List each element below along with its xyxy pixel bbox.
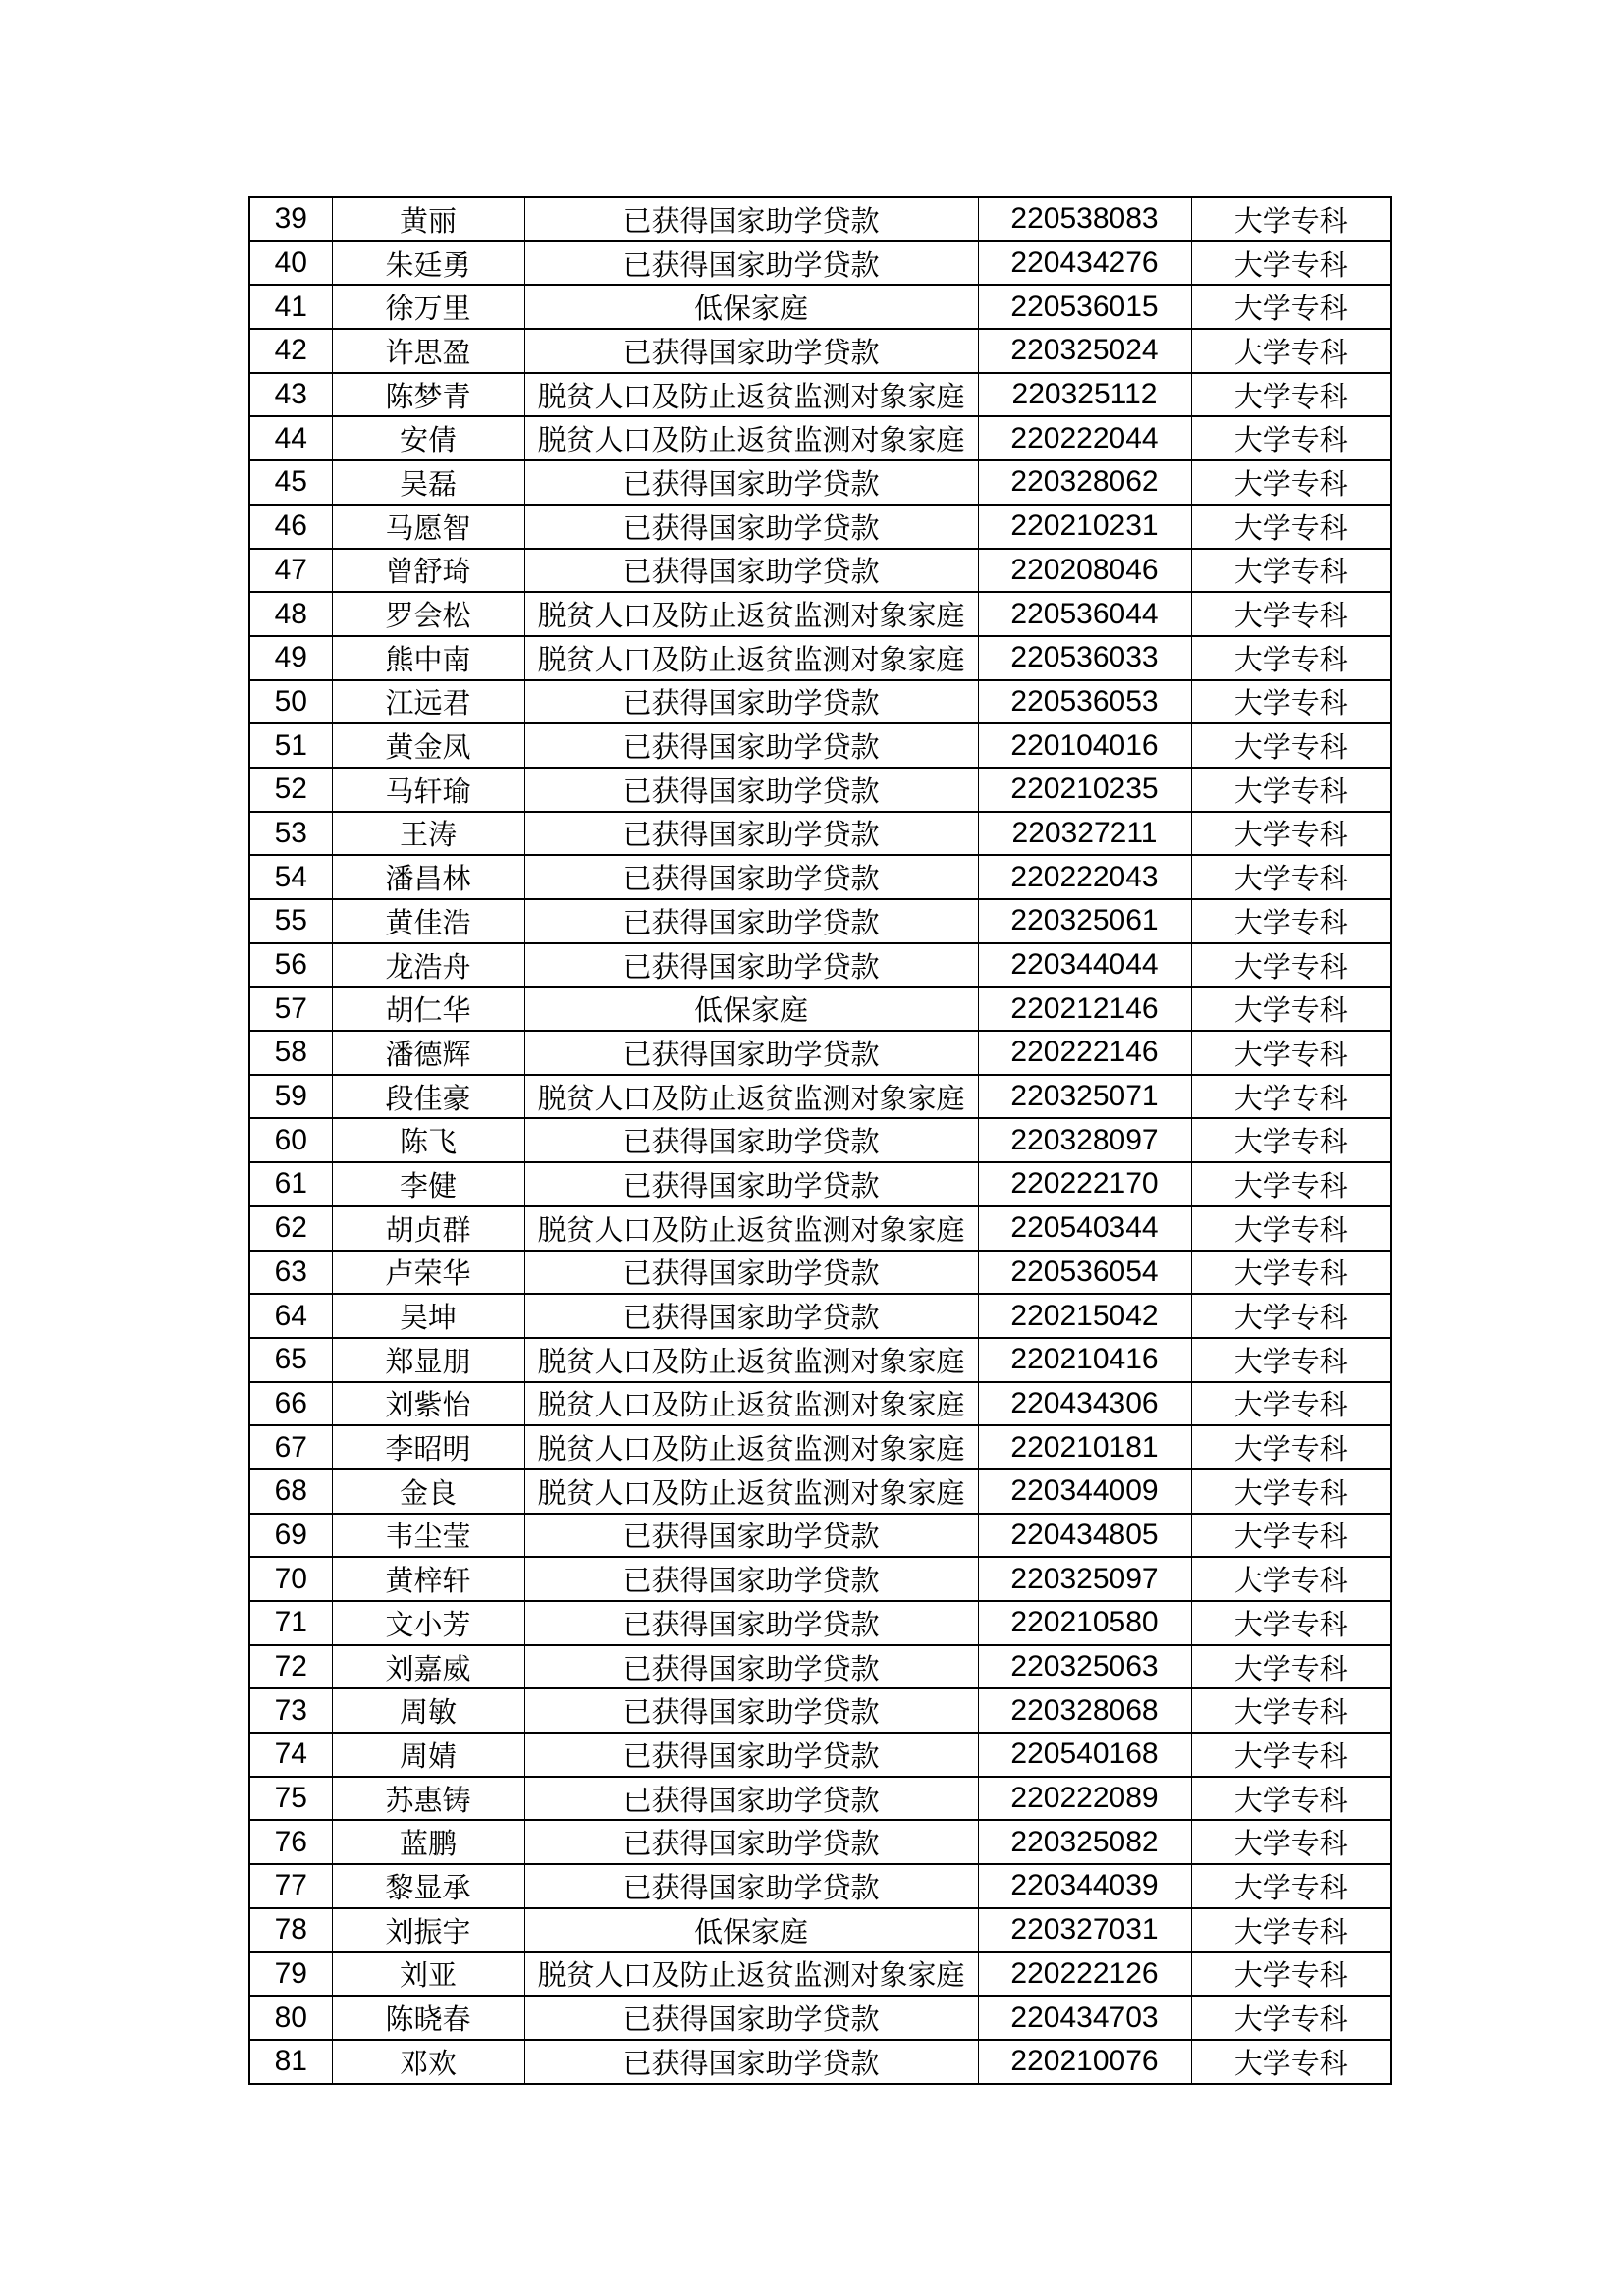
table-row (249, 1469, 1391, 1514)
table-row (249, 899, 1391, 943)
student-id: 220222146 (978, 1031, 1191, 1075)
row-number: 49 (249, 636, 332, 680)
funding-category: 低保家庭 (524, 285, 978, 329)
education-level: 大学专科 (1191, 1162, 1391, 1206)
education-level: 大学专科 (1191, 505, 1391, 549)
row-number: 62 (249, 1206, 332, 1251)
education-level: 大学专科 (1191, 1864, 1391, 1908)
education-level: 大学专科 (1191, 1425, 1391, 1469)
funding-category: 已获得国家助学贷款 (524, 680, 978, 724)
funding-category: 已获得国家助学贷款 (524, 1031, 978, 1075)
student-id: 220325071 (978, 1075, 1191, 1119)
row-number: 76 (249, 1820, 332, 1864)
row-number: 50 (249, 680, 332, 724)
education-level: 大学专科 (1191, 460, 1391, 505)
education-level: 大学专科 (1191, 1469, 1391, 1514)
education-level: 大学专科 (1191, 1382, 1391, 1426)
education-level: 大学专科 (1191, 812, 1391, 856)
education-level: 大学专科 (1191, 1688, 1391, 1733)
row-number: 67 (249, 1425, 332, 1469)
funding-category: 已获得国家助学贷款 (524, 1688, 978, 1733)
funding-category: 脱贫人口及防止返贫监测对象家庭 (524, 592, 978, 636)
education-level: 大学专科 (1191, 723, 1391, 768)
student-id: 220327031 (978, 1908, 1191, 1952)
row-number: 58 (249, 1031, 332, 1075)
table-body (249, 197, 1391, 2084)
row-number: 71 (249, 1601, 332, 1645)
student-id: 220344009 (978, 1469, 1191, 1514)
table-row (249, 723, 1391, 768)
table-row (249, 1645, 1391, 1689)
student-name: 王涛 (332, 812, 524, 856)
funding-category: 已获得国家助学贷款 (524, 549, 978, 593)
student-name: 苏惠铸 (332, 1777, 524, 1821)
table-row (249, 1820, 1391, 1864)
row-number: 53 (249, 812, 332, 856)
education-level: 大学专科 (1191, 1557, 1391, 1601)
education-level: 大学专科 (1191, 636, 1391, 680)
row-number: 52 (249, 768, 332, 812)
student-name: 陈飞 (332, 1118, 524, 1162)
student-name: 黄梓轩 (332, 1557, 524, 1601)
student-name: 蓝鹏 (332, 1820, 524, 1864)
education-level: 大学专科 (1191, 285, 1391, 329)
table-row (249, 636, 1391, 680)
student-id: 220222043 (978, 855, 1191, 899)
table-row (249, 1162, 1391, 1206)
student-name: 马愿智 (332, 505, 524, 549)
funding-category: 已获得国家助学贷款 (524, 1601, 978, 1645)
student-id: 220344039 (978, 1864, 1191, 1908)
student-id: 220325063 (978, 1645, 1191, 1689)
row-number: 55 (249, 899, 332, 943)
funding-category: 已获得国家助学贷款 (524, 197, 978, 241)
funding-category: 已获得国家助学贷款 (524, 1820, 978, 1864)
table-row (249, 1338, 1391, 1382)
student-id: 220325024 (978, 329, 1191, 373)
education-level: 大学专科 (1191, 329, 1391, 373)
table-row (249, 285, 1391, 329)
student-name: 李健 (332, 1162, 524, 1206)
student-id: 220222126 (978, 1952, 1191, 1997)
funding-category: 已获得国家助学贷款 (524, 812, 978, 856)
funding-category: 已获得国家助学贷款 (524, 505, 978, 549)
education-level: 大学专科 (1191, 1820, 1391, 1864)
table-row (249, 1031, 1391, 1075)
student-id: 220540168 (978, 1733, 1191, 1777)
education-level: 大学专科 (1191, 1601, 1391, 1645)
table-row (249, 416, 1391, 460)
row-number: 44 (249, 416, 332, 460)
student-id: 220328097 (978, 1118, 1191, 1162)
table-row (249, 1251, 1391, 1295)
row-number: 70 (249, 1557, 332, 1601)
funding-category: 已获得国家助学贷款 (524, 723, 978, 768)
education-level: 大学专科 (1191, 1908, 1391, 1952)
student-name: 吴磊 (332, 460, 524, 505)
table-row (249, 549, 1391, 593)
student-name: 陈晓春 (332, 1996, 524, 2040)
student-id: 220536053 (978, 680, 1191, 724)
table-row (249, 1514, 1391, 1558)
row-number: 64 (249, 1294, 332, 1338)
table-row (249, 592, 1391, 636)
student-name: 胡贞群 (332, 1206, 524, 1251)
funding-category: 脱贫人口及防止返贫监测对象家庭 (524, 1075, 978, 1119)
student-name: 朱廷勇 (332, 241, 524, 286)
student-name: 韦尘莹 (332, 1514, 524, 1558)
student-name: 周婧 (332, 1733, 524, 1777)
funding-category: 已获得国家助学贷款 (524, 899, 978, 943)
row-number: 48 (249, 592, 332, 636)
table-row (249, 680, 1391, 724)
table-row (249, 1382, 1391, 1426)
row-number: 45 (249, 460, 332, 505)
student-id: 220325112 (978, 373, 1191, 417)
table-row (249, 1294, 1391, 1338)
student-name: 罗会松 (332, 592, 524, 636)
row-number: 47 (249, 549, 332, 593)
student-id: 220434276 (978, 241, 1191, 286)
student-id: 220210580 (978, 1601, 1191, 1645)
row-number: 81 (249, 2040, 332, 2084)
student-id: 220325082 (978, 1820, 1191, 1864)
student-id: 220540344 (978, 1206, 1191, 1251)
student-id: 220538083 (978, 197, 1191, 241)
student-name: 黎显承 (332, 1864, 524, 1908)
row-number: 41 (249, 285, 332, 329)
student-name: 黄佳浩 (332, 899, 524, 943)
student-aid-table (248, 196, 1392, 2085)
table-row (249, 1777, 1391, 1821)
funding-category: 已获得国家助学贷款 (524, 1777, 978, 1821)
student-id: 220212146 (978, 987, 1191, 1031)
education-level: 大学专科 (1191, 373, 1391, 417)
row-number: 56 (249, 943, 332, 988)
table-row (249, 1075, 1391, 1119)
student-id: 220215042 (978, 1294, 1191, 1338)
education-level: 大学专科 (1191, 592, 1391, 636)
student-id: 220536044 (978, 592, 1191, 636)
education-level: 大学专科 (1191, 1075, 1391, 1119)
student-id: 220344044 (978, 943, 1191, 988)
student-name: 文小芳 (332, 1601, 524, 1645)
education-level: 大学专科 (1191, 1733, 1391, 1777)
student-name: 刘亚 (332, 1952, 524, 1997)
student-id: 220222044 (978, 416, 1191, 460)
education-level: 大学专科 (1191, 1777, 1391, 1821)
table-row (249, 943, 1391, 988)
student-id: 220210416 (978, 1338, 1191, 1382)
row-number: 75 (249, 1777, 332, 1821)
funding-category: 已获得国家助学贷款 (524, 2040, 978, 2084)
table-row (249, 1864, 1391, 1908)
student-name: 黄丽 (332, 197, 524, 241)
funding-category: 脱贫人口及防止返贫监测对象家庭 (524, 1338, 978, 1382)
row-number: 60 (249, 1118, 332, 1162)
funding-category: 脱贫人口及防止返贫监测对象家庭 (524, 1469, 978, 1514)
row-number: 51 (249, 723, 332, 768)
table-row (249, 1908, 1391, 1952)
table-row (249, 855, 1391, 899)
funding-category: 已获得国家助学贷款 (524, 1162, 978, 1206)
table-row (249, 197, 1391, 241)
table-row (249, 460, 1391, 505)
student-name: 刘紫怡 (332, 1382, 524, 1426)
student-id: 220536033 (978, 636, 1191, 680)
funding-category: 已获得国家助学贷款 (524, 460, 978, 505)
row-number: 46 (249, 505, 332, 549)
table-row (249, 1688, 1391, 1733)
education-level: 大学专科 (1191, 197, 1391, 241)
education-level: 大学专科 (1191, 899, 1391, 943)
funding-category: 已获得国家助学贷款 (524, 855, 978, 899)
table-row (249, 1118, 1391, 1162)
funding-category: 脱贫人口及防止返贫监测对象家庭 (524, 1206, 978, 1251)
table-row (249, 1733, 1391, 1777)
student-id: 220210231 (978, 505, 1191, 549)
row-number: 39 (249, 197, 332, 241)
education-level: 大学专科 (1191, 855, 1391, 899)
funding-category: 已获得国家助学贷款 (524, 768, 978, 812)
row-number: 68 (249, 1469, 332, 1514)
student-id: 220210181 (978, 1425, 1191, 1469)
student-id: 220325061 (978, 899, 1191, 943)
student-id: 220328062 (978, 460, 1191, 505)
student-name: 安倩 (332, 416, 524, 460)
table-row (249, 329, 1391, 373)
student-name: 邓欢 (332, 2040, 524, 2084)
student-id: 220210235 (978, 768, 1191, 812)
row-number: 72 (249, 1645, 332, 1689)
student-name: 金良 (332, 1469, 524, 1514)
student-name: 李昭明 (332, 1425, 524, 1469)
funding-category: 脱贫人口及防止返贫监测对象家庭 (524, 373, 978, 417)
funding-category: 已获得国家助学贷款 (524, 329, 978, 373)
table-row (249, 1425, 1391, 1469)
education-level: 大学专科 (1191, 1952, 1391, 1997)
student-id: 220434703 (978, 1996, 1191, 2040)
education-level: 大学专科 (1191, 1294, 1391, 1338)
table-row (249, 373, 1391, 417)
funding-category: 脱贫人口及防止返贫监测对象家庭 (524, 416, 978, 460)
row-number: 74 (249, 1733, 332, 1777)
row-number: 57 (249, 987, 332, 1031)
student-name: 卢荣华 (332, 1251, 524, 1295)
table-row (249, 812, 1391, 856)
row-number: 43 (249, 373, 332, 417)
student-name: 刘嘉威 (332, 1645, 524, 1689)
student-id: 220536015 (978, 285, 1191, 329)
student-name: 段佳豪 (332, 1075, 524, 1119)
education-level: 大学专科 (1191, 768, 1391, 812)
student-id: 220434306 (978, 1382, 1191, 1426)
row-number: 69 (249, 1514, 332, 1558)
funding-category: 已获得国家助学贷款 (524, 241, 978, 286)
student-name: 曾舒琦 (332, 549, 524, 593)
student-name: 陈梦青 (332, 373, 524, 417)
student-id: 220325097 (978, 1557, 1191, 1601)
student-name: 潘德辉 (332, 1031, 524, 1075)
funding-category: 已获得国家助学贷款 (524, 1294, 978, 1338)
education-level: 大学专科 (1191, 1514, 1391, 1558)
row-number: 59 (249, 1075, 332, 1119)
education-level: 大学专科 (1191, 416, 1391, 460)
education-level: 大学专科 (1191, 1118, 1391, 1162)
student-id: 220328068 (978, 1688, 1191, 1733)
row-number: 54 (249, 855, 332, 899)
funding-category: 已获得国家助学贷款 (524, 1645, 978, 1689)
table-row (249, 241, 1391, 286)
row-number: 65 (249, 1338, 332, 1382)
education-level: 大学专科 (1191, 549, 1391, 593)
row-number: 42 (249, 329, 332, 373)
student-name: 徐万里 (332, 285, 524, 329)
education-level: 大学专科 (1191, 241, 1391, 286)
funding-category: 已获得国家助学贷款 (524, 1996, 978, 2040)
student-id: 220222089 (978, 1777, 1191, 1821)
table-row (249, 2040, 1391, 2084)
education-level: 大学专科 (1191, 1031, 1391, 1075)
funding-category: 已获得国家助学贷款 (524, 1514, 978, 1558)
row-number: 73 (249, 1688, 332, 1733)
funding-category: 已获得国家助学贷款 (524, 943, 978, 988)
table-row (249, 505, 1391, 549)
funding-category: 脱贫人口及防止返贫监测对象家庭 (524, 1952, 978, 1997)
student-name: 黄金凤 (332, 723, 524, 768)
student-name: 熊中南 (332, 636, 524, 680)
education-level: 大学专科 (1191, 1251, 1391, 1295)
student-id: 220327211 (978, 812, 1191, 856)
funding-category: 已获得国家助学贷款 (524, 1557, 978, 1601)
table-row (249, 768, 1391, 812)
education-level: 大学专科 (1191, 1645, 1391, 1689)
table-row (249, 1601, 1391, 1645)
row-number: 77 (249, 1864, 332, 1908)
student-name: 吴坤 (332, 1294, 524, 1338)
funding-category: 低保家庭 (524, 987, 978, 1031)
education-level: 大学专科 (1191, 987, 1391, 1031)
row-number: 63 (249, 1251, 332, 1295)
student-id: 220104016 (978, 723, 1191, 768)
table-row (249, 1996, 1391, 2040)
student-name: 许思盈 (332, 329, 524, 373)
funding-category: 低保家庭 (524, 1908, 978, 1952)
student-name: 马轩瑜 (332, 768, 524, 812)
student-name: 刘振宇 (332, 1908, 524, 1952)
row-number: 66 (249, 1382, 332, 1426)
funding-category: 已获得国家助学贷款 (524, 1251, 978, 1295)
student-id: 220210076 (978, 2040, 1191, 2084)
funding-category: 已获得国家助学贷款 (524, 1118, 978, 1162)
education-level: 大学专科 (1191, 2040, 1391, 2084)
education-level: 大学专科 (1191, 1206, 1391, 1251)
student-name: 潘昌林 (332, 855, 524, 899)
row-number: 61 (249, 1162, 332, 1206)
student-id: 220536054 (978, 1251, 1191, 1295)
row-number: 78 (249, 1908, 332, 1952)
student-name: 周敏 (332, 1688, 524, 1733)
row-number: 40 (249, 241, 332, 286)
education-level: 大学专科 (1191, 680, 1391, 724)
funding-category: 脱贫人口及防止返贫监测对象家庭 (524, 636, 978, 680)
table-row (249, 1952, 1391, 1997)
student-id: 220222170 (978, 1162, 1191, 1206)
table-row (249, 1557, 1391, 1601)
student-id: 220208046 (978, 549, 1191, 593)
student-name: 胡仁华 (332, 987, 524, 1031)
education-level: 大学专科 (1191, 1996, 1391, 2040)
funding-category: 脱贫人口及防止返贫监测对象家庭 (524, 1382, 978, 1426)
row-number: 79 (249, 1952, 332, 1997)
funding-category: 已获得国家助学贷款 (524, 1733, 978, 1777)
student-name: 江远君 (332, 680, 524, 724)
funding-category: 脱贫人口及防止返贫监测对象家庭 (524, 1425, 978, 1469)
education-level: 大学专科 (1191, 943, 1391, 988)
student-id: 220434805 (978, 1514, 1191, 1558)
table-row (249, 987, 1391, 1031)
education-level: 大学专科 (1191, 1338, 1391, 1382)
funding-category: 已获得国家助学贷款 (524, 1864, 978, 1908)
row-number: 80 (249, 1996, 332, 2040)
student-name: 龙浩舟 (332, 943, 524, 988)
student-name: 郑显朋 (332, 1338, 524, 1382)
table-row (249, 1206, 1391, 1251)
